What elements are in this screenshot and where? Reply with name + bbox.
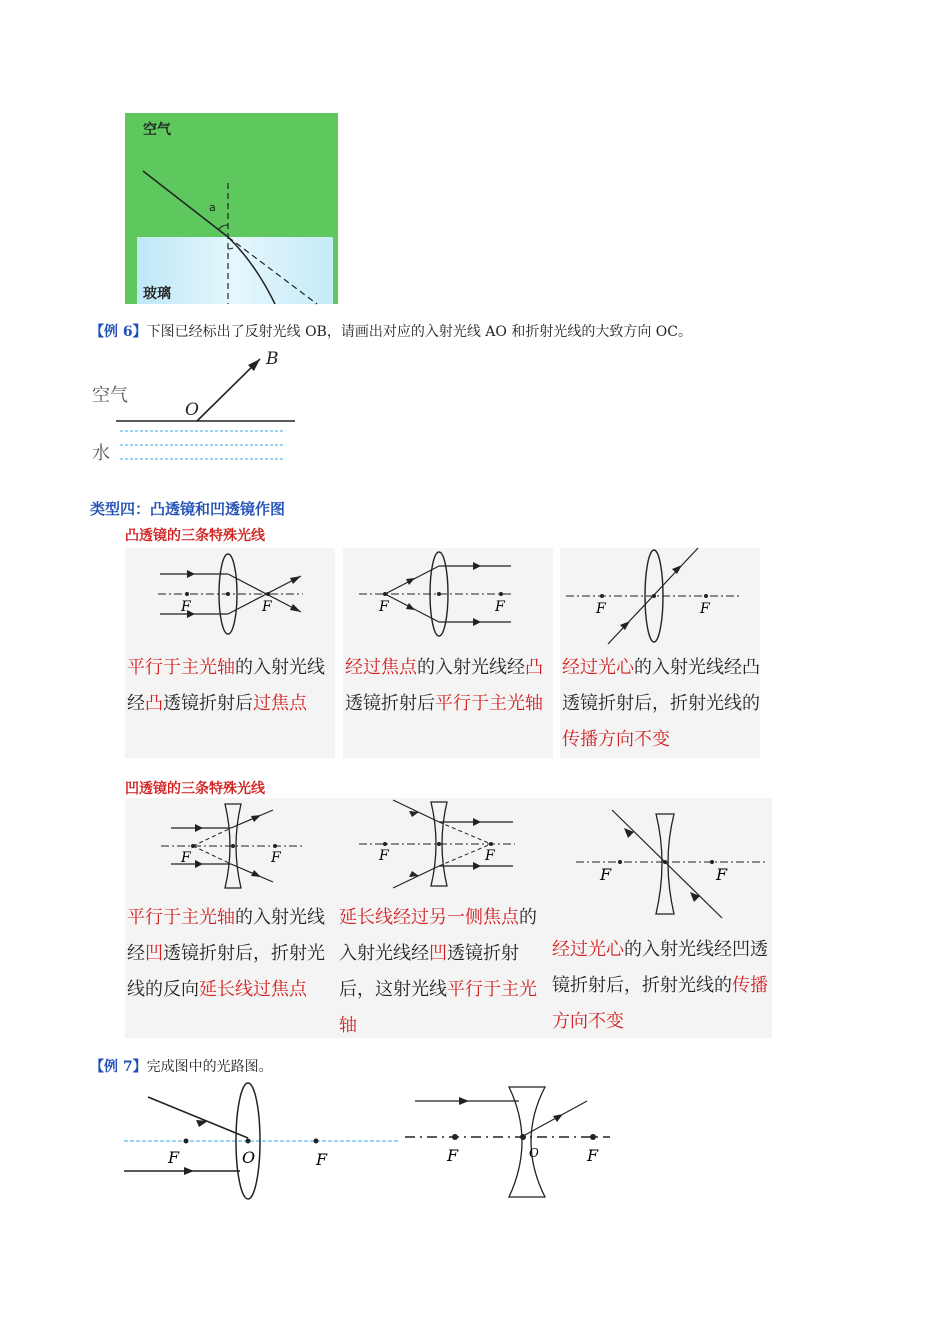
- label-air-ex6: 空气: [92, 385, 128, 406]
- concave-caption-2: [339, 900, 549, 1044]
- concave-panel-2: [335, 798, 550, 1038]
- label-air: 空气: [143, 122, 171, 138]
- convex-caption-2-segment: 透镜折射后: [345, 693, 435, 714]
- concave-diagram-1: [125, 798, 335, 898]
- concave1-focus-left: F: [181, 850, 191, 866]
- concave-caption-1-segment: 的入射光线经: [127, 907, 325, 964]
- example7-concave-diagram: [405, 1085, 615, 1205]
- concave1-focus-right: F: [271, 850, 281, 866]
- section4-title: 类型四：凸透镜和凹透镜作图: [90, 500, 286, 518]
- convex3-focus-right: F: [700, 601, 710, 617]
- convex-caption-1: [127, 650, 337, 722]
- ex7-convex-focus-right: F: [316, 1150, 328, 1169]
- label-glass: 玻璃: [143, 286, 171, 302]
- convex-caption-1-segment: 过焦点: [253, 693, 307, 714]
- convex-caption-1-segment: 透镜折射后: [163, 693, 253, 714]
- concave-caption-3-segment: 传播方向不变: [552, 975, 768, 1032]
- convex-title: 凸透镜的三条特殊光线: [125, 528, 265, 544]
- convex-caption-2-segment: 经过焦点: [345, 657, 417, 678]
- concave-caption-3-segment: 经过光心: [552, 939, 624, 960]
- convex-caption-2-segment: 的入射光线经: [417, 657, 525, 678]
- convex-caption-3-segment: 的入射光线经凸透镜折射后，折射光线的: [562, 657, 760, 714]
- concave-caption-3: [552, 932, 774, 1040]
- ray-diagram-air-glass: [125, 113, 338, 304]
- ex7-concave-focus-left: F: [447, 1146, 459, 1165]
- concave3-focus-right: F: [716, 865, 728, 884]
- convex-panel-3: [560, 548, 760, 758]
- example6-text: 下图已经标出了反射光线 OB，请画出对应的入射光线 AO 和折射光线的大致方向 OC。: [146, 324, 692, 340]
- convex-caption-2-segment: 平行于主光轴: [435, 693, 543, 714]
- convex-caption-3-segment: 传播方向不变: [562, 729, 670, 750]
- convex3-focus-left: F: [596, 601, 606, 617]
- convex-caption-3-segment: 经过光心: [562, 657, 634, 678]
- convex1-focus-right: F: [262, 599, 272, 615]
- concave-panel-3: [550, 798, 772, 1038]
- figure-air-water: [90, 345, 310, 470]
- concave-caption-1-segment: 延长线过焦点: [199, 979, 307, 1000]
- convex2-focus-left: F: [379, 599, 389, 615]
- convex-diagram-3: [560, 548, 760, 648]
- example6-label: 【例 6】: [90, 324, 147, 340]
- example7-question: [90, 1058, 273, 1076]
- concave-caption-2-segment: 延长线经过另一侧焦点: [339, 907, 519, 928]
- example7-text: 完成图中的光路图。: [146, 1059, 273, 1075]
- convex1-focus-left: F: [181, 599, 191, 615]
- convex-panel-1: [125, 548, 335, 758]
- concave-caption-3-segment: 的入射光线经凹透镜折射后，折射光线的: [552, 939, 768, 996]
- convex-caption-1-segment: 的入射光线经: [127, 657, 325, 714]
- concave-caption-2-segment: 透镜折射后，这射光线: [339, 943, 519, 1000]
- concave2-focus-right: F: [485, 848, 495, 864]
- ex7-convex-center-O: O: [242, 1148, 256, 1167]
- ray-diagram-air-water: [90, 345, 310, 470]
- convex-caption-3: [562, 650, 762, 758]
- concave-title: 凹透镜的三条特殊光线: [125, 781, 265, 797]
- concave-diagram-3: [550, 798, 772, 928]
- label-point-O: O: [185, 400, 199, 420]
- convex-panel-2: [343, 548, 553, 758]
- concave-caption-1-segment: 凹: [145, 943, 163, 964]
- concave-caption-1: [127, 900, 337, 1008]
- label-point-B: B: [266, 349, 279, 369]
- ex7-concave-focus-right: F: [587, 1146, 599, 1165]
- convex-caption-1-segment: 平行于主光轴: [127, 657, 235, 678]
- concave-caption-2-segment: 平行于主光轴: [339, 979, 537, 1036]
- convex-caption-2: [345, 650, 555, 722]
- concave-diagram-2: [335, 798, 550, 898]
- label-angle-a: a: [209, 201, 216, 214]
- ex7-concave-center-O: O: [529, 1146, 539, 1160]
- concave-caption-2-segment: 凹: [429, 943, 447, 964]
- example7-label: 【例 7】: [90, 1059, 147, 1075]
- label-water-ex6: 水: [92, 443, 110, 464]
- concave-caption-2-segment: 的入射光线经: [339, 907, 537, 964]
- concave3-focus-left: F: [600, 865, 612, 884]
- convex-diagram-1: [125, 548, 335, 648]
- concave-caption-1-segment: 透镜折射后，折射光线的反向: [127, 943, 325, 1000]
- concave2-focus-left: F: [379, 848, 389, 864]
- example7-convex-diagram: [120, 1085, 410, 1210]
- convex-diagram-2: [343, 548, 553, 648]
- concave-panel-1: [125, 798, 335, 1038]
- concave-caption-1-segment: 平行于主光轴: [127, 907, 235, 928]
- ex7-convex-focus-left: F: [168, 1148, 180, 1167]
- example6-question: [90, 323, 692, 341]
- convex-caption-1-segment: 凸: [145, 693, 163, 714]
- convex-caption-2-segment: 凸: [525, 657, 543, 678]
- figure-air-glass: [125, 113, 338, 304]
- convex2-focus-right: F: [495, 599, 505, 615]
